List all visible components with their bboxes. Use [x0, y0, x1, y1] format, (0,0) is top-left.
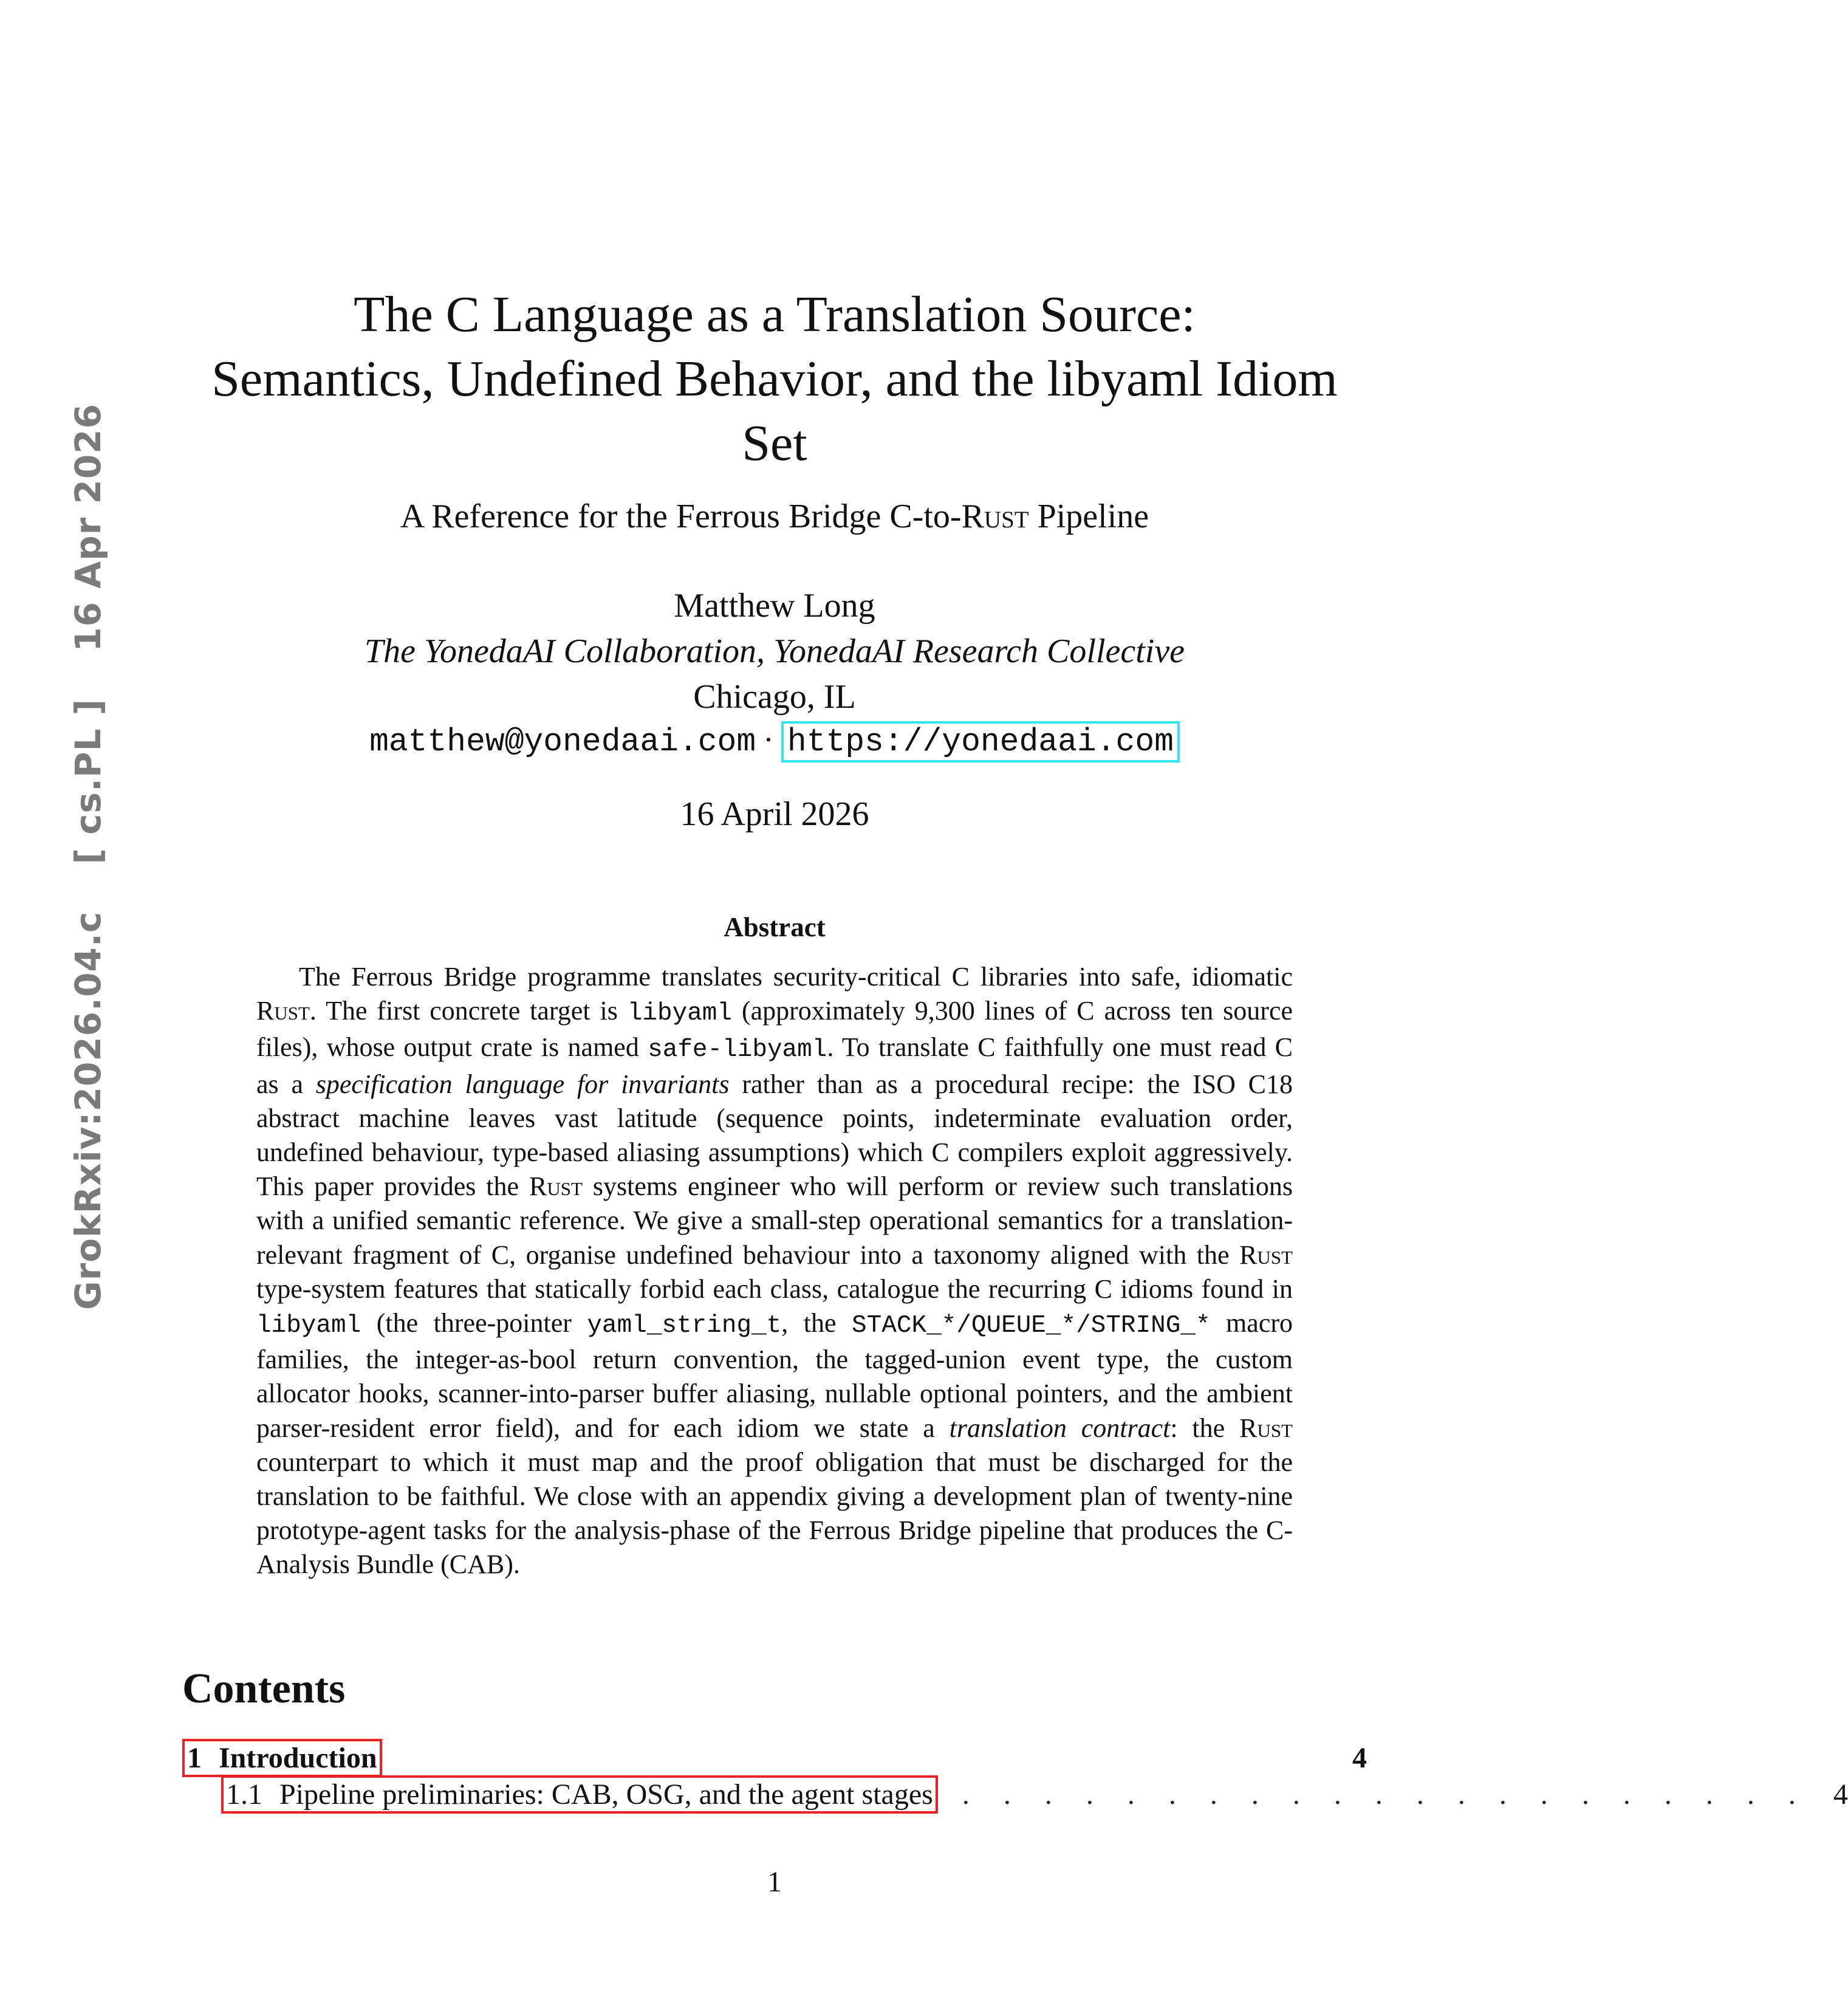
toc-label: Pipeline preliminaries: CAB, OSG, and the agent stages: [279, 1778, 933, 1811]
author-email: matthew@yonedaai.com: [369, 724, 756, 760]
toc-page-number: 4: [1833, 1778, 1848, 1811]
page-number: 1: [767, 1866, 782, 1898]
author-name: Matthew Long: [674, 587, 875, 625]
title-line-3: Set: [742, 415, 807, 471]
contact-separator: ·: [763, 722, 774, 758]
toc-number: 1.1: [226, 1778, 262, 1811]
toc-number: 1: [187, 1742, 202, 1774]
abstract-paragraph: The Ferrous Bridge programme translates security-critical C libraries into safe, idiomatic Rust. The first concrete target is libyaml (approximately 9,300 lines of C across ten source files), whose output crate is named safe-libyaml. To translate C faithfully one must read C as a specification language for invariants rather than as a procedural recipe: the ISO C18 abstract machine leaves vast latitude (sequence points, indeterminate evaluation order, undefined behaviour, type-based aliasing assumptions) which C compilers exploit aggressively. This paper provides the Rust systems engineer who will perform or review such translations with a unified semantic reference. We give a small-step operational semantics for a translation-relevant fragment of C, organise undefined behaviour into a taxonomy aligned with the Rust type-system features that statically forbid each class, catalogue the recurring C idioms found in libyaml (the three-pointer yaml_string_t, the STACK_*/QUEUE_*/STRING_* macro families, the integer-as-bool return convention, the tagged-union event type, the custom allocator hooks, scanner-into-parser buffer aliasing, nullable optional pointers, and the ambient parser-resident error field), and for each idiom we state a translation contract: the Rust counterpart to which it must map and the proof obligation that must be discharged for the translation to be faithful. We close with an appendix giving a development plan of twenty-nine prototype-agent tasks for the analysis-phase of the Ferrous Bridge pipeline that produces the C-Analysis Bundle (CAB).: [256, 962, 1293, 1580]
toc-page-number: 4: [1352, 1742, 1367, 1774]
toc-link-introduction[interactable]: [182, 1739, 382, 1777]
toc-label: Introduction: [219, 1742, 377, 1774]
title-line-2: Semantics, Undefined Behavior, and the libyaml Idiom: [211, 351, 1338, 407]
paper-title: [182, 283, 1367, 476]
paper-date: 16 April 2026: [680, 795, 869, 833]
stamp-category: [ cs.PL ]: [67, 698, 109, 865]
abstract-body: [256, 960, 1293, 1582]
author-affiliation: The YonedaAI Collaboration, YonedaAI Research Collective: [364, 632, 1185, 670]
author-url-link[interactable]: https://yonedaai.com: [781, 721, 1180, 763]
toc-dot-leader: . . . . . . . . . . . . . . . . . . . . .: [962, 1778, 1809, 1811]
toc-row-subsection-1-1: [182, 1775, 1848, 1814]
toc-link-pipeline-preliminaries[interactable]: [221, 1775, 938, 1814]
paper-subtitle: [182, 497, 1367, 536]
subtitle-rust: Rust: [961, 498, 1029, 535]
subtitle-prefix: A Reference for the Ferrous Bridge C-to-: [400, 498, 962, 535]
toc-row-section-1: [182, 1739, 1367, 1777]
stamp-date: 16 Apr 2026: [67, 403, 109, 652]
abstract-heading: Abstract: [724, 912, 826, 942]
author-city: Chicago, IL: [693, 678, 856, 716]
title-line-1: The C Language as a Translation Source:: [354, 286, 1196, 343]
arxiv-side-stamp: [67, 386, 109, 1327]
subtitle-suffix: Pipeline: [1028, 498, 1149, 535]
stamp-id: GrokRxiv:2026.04.c: [67, 911, 109, 1310]
contents-heading: Contents: [182, 1665, 346, 1712]
author-contact: [182, 722, 1367, 760]
